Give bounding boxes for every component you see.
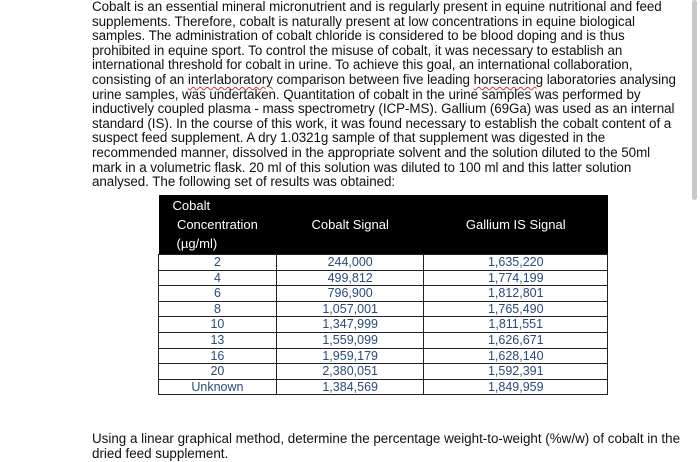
cell-concentration: 2 <box>159 255 277 271</box>
spellcheck-word-horseracing: horseracing <box>473 71 544 87</box>
cell-gallium-signal: 1,626,671 <box>424 332 608 348</box>
table-row <box>159 317 608 333</box>
table-row <box>159 270 608 286</box>
header-gallium-signal: Gallium IS Signal <box>424 195 608 255</box>
cell-cobalt-signal: 1,057,001 <box>276 301 424 317</box>
question-text: Using a linear graphical method, determine the percentage weight-to-weight (%w/w) of cobalt in the dried feed supplement. <box>92 431 681 461</box>
table-row <box>159 255 608 271</box>
cell-concentration: 16 <box>159 348 277 364</box>
cell-cobalt-signal: 796,900 <box>276 286 424 302</box>
table-row <box>159 364 608 380</box>
cell-concentration: Unknown <box>159 379 277 395</box>
problem-intro-paragraph: Cobalt is an essential mineral micronutrient and is regularly present in equine nutritional and feed supplements. Therefore, cobalt is naturally present at low concentrations in equine biological samples. The administration of cobalt chloride is considered to be blood doping and is thus prohibited in equine sport. To control the misuse of cobalt, it was necessary to establish an international threshold for cobalt in urine. To achieve this goal, an international collaboration, consisting of an interlaboratory comparison between five leading horseracing laboratories analysing urine samples, was undertaken. Quantitation of cobalt in the urine samples was performed by inductively coupled plasma - mass spectrometry (ICP-MS). Gallium (69Ga) was used as an internal standard (IS). In the course of this work, it was found necessary to establish the cobalt content of a suspect feed supplement. A dry 1.0321g sample of that supplement was digested in the recommended manner, dissolved in the appropriate solvent and the solution diluted to the 50ml mark in a volumetric flask. 20 ml of this solution was diluted to 100 ml and this latter solution analysed. The following set of results was obtained: <box>92 0 676 190</box>
cell-cobalt-signal: 1,347,999 <box>276 317 424 333</box>
cell-gallium-signal: 1,765,490 <box>424 301 608 317</box>
table-row <box>159 348 608 364</box>
cell-concentration: 13 <box>159 332 277 348</box>
table-row <box>159 332 608 348</box>
header-cobalt-signal: Cobalt Signal <box>276 195 424 255</box>
cell-cobalt-signal: 244,000 <box>276 255 424 271</box>
results-table <box>158 195 608 395</box>
cell-cobalt-signal: 499,812 <box>276 270 424 286</box>
cell-gallium-signal: 1,628,140 <box>424 348 608 364</box>
table-header-row <box>159 195 608 255</box>
cell-concentration: 8 <box>159 301 277 317</box>
cell-concentration: 20 <box>159 364 277 380</box>
cell-gallium-signal: 1,774,199 <box>424 270 608 286</box>
spellcheck-word-interlaboratory: interlaboratory <box>187 71 273 87</box>
cell-concentration: 10 <box>159 317 277 333</box>
cell-gallium-signal: 1,812,801 <box>424 286 608 302</box>
cell-concentration: 4 <box>159 270 277 286</box>
cell-concentration: 6 <box>159 286 277 302</box>
cell-cobalt-signal: 2,380,051 <box>276 364 424 380</box>
cell-gallium-signal: 1,592,391 <box>424 364 608 380</box>
cell-cobalt-signal: 1,959,179 <box>276 348 424 364</box>
header-cobalt-concentration: Cobalt Concentration (µg/ml) <box>159 195 277 255</box>
cell-cobalt-signal: 1,384,569 <box>276 379 424 395</box>
cell-gallium-signal: 1,849,959 <box>424 379 608 395</box>
table-row <box>159 301 608 317</box>
cell-gallium-signal: 1,635,220 <box>424 255 608 271</box>
vertical-scrollbar[interactable] <box>692 0 697 200</box>
cell-gallium-signal: 1,811,551 <box>424 317 608 333</box>
table-row <box>159 286 608 302</box>
table-row <box>159 379 608 395</box>
cell-cobalt-signal: 1,559,099 <box>276 332 424 348</box>
